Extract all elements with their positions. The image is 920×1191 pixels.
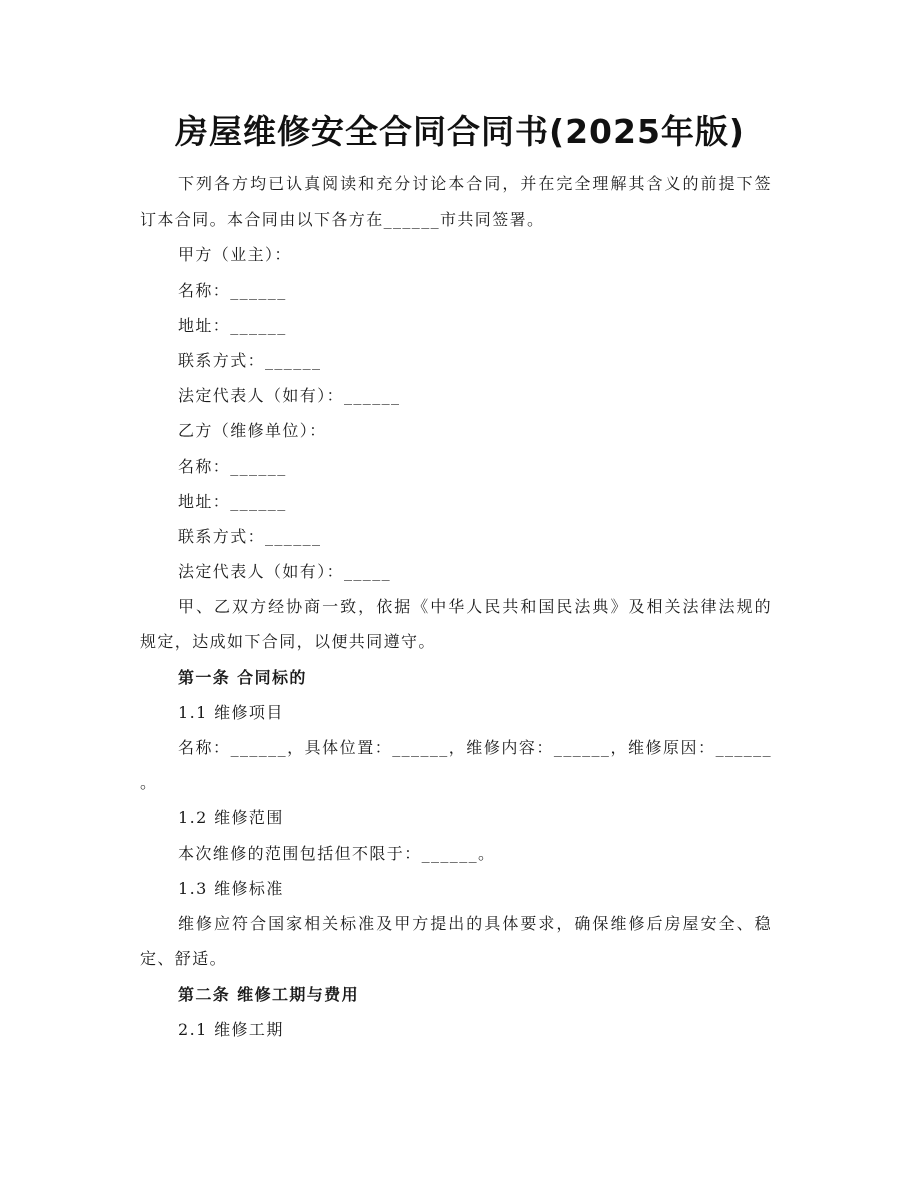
- section-1-1-title: 1.1 维修项目: [178, 703, 284, 722]
- article-2-heading: 第二条 维修工期与费用: [178, 985, 359, 1004]
- article-1-heading: 第一条 合同标的: [178, 668, 307, 687]
- party-a-address: 地址：______: [178, 316, 287, 335]
- party-b-name: 名称：______: [178, 457, 287, 476]
- party-b-legal-rep: 法定代表人（如有）：_____: [178, 562, 392, 581]
- document-title: 房屋维修安全合同合同书(2025年版): [174, 112, 745, 151]
- section-2-1-title: 2.1 维修工期: [178, 1020, 284, 1039]
- intro-line-2: 订本合同。本合同由以下各方在______市共同签署。: [140, 210, 545, 229]
- section-1-2-text: 本次维修的范围包括但不限于：______。: [178, 844, 496, 863]
- party-a-name: 名称：______: [178, 281, 287, 300]
- section-1-3-line-2: 定、舒适。: [140, 949, 228, 968]
- section-1-3-line-1: 维修应符合国家相关标准及甲方提出的具体要求，确保维修后房屋安全、稳: [178, 914, 772, 933]
- party-b-contact: 联系方式：______: [178, 527, 322, 546]
- party-a-legal-rep: 法定代表人（如有）：______: [178, 386, 401, 405]
- party-a-contact: 联系方式：______: [178, 351, 322, 370]
- section-1-3-title: 1.3 维修标准: [178, 879, 284, 898]
- intro-line-1: 下列各方均已认真阅读和充分讨论本合同，并在完全理解其含义的前提下签: [178, 174, 772, 193]
- section-1-1-line-2: 。: [140, 773, 158, 792]
- agreement-line-2: 规定，达成如下合同，以便共同遵守。: [140, 632, 436, 651]
- party-a-heading: 甲方（业主）：: [178, 245, 292, 264]
- party-b-heading: 乙方（维修单位）：: [178, 421, 327, 440]
- section-1-1-line-1: 名称：______，具体位置：______，维修内容：______，维修原因：______: [178, 738, 772, 757]
- party-b-address: 地址：______: [178, 492, 287, 511]
- section-1-2-title: 1.2 维修范围: [178, 808, 284, 827]
- agreement-line-1: 甲、乙双方经协商一致，依据《中华人民共和国民法典》及相关法律法规的: [178, 597, 772, 616]
